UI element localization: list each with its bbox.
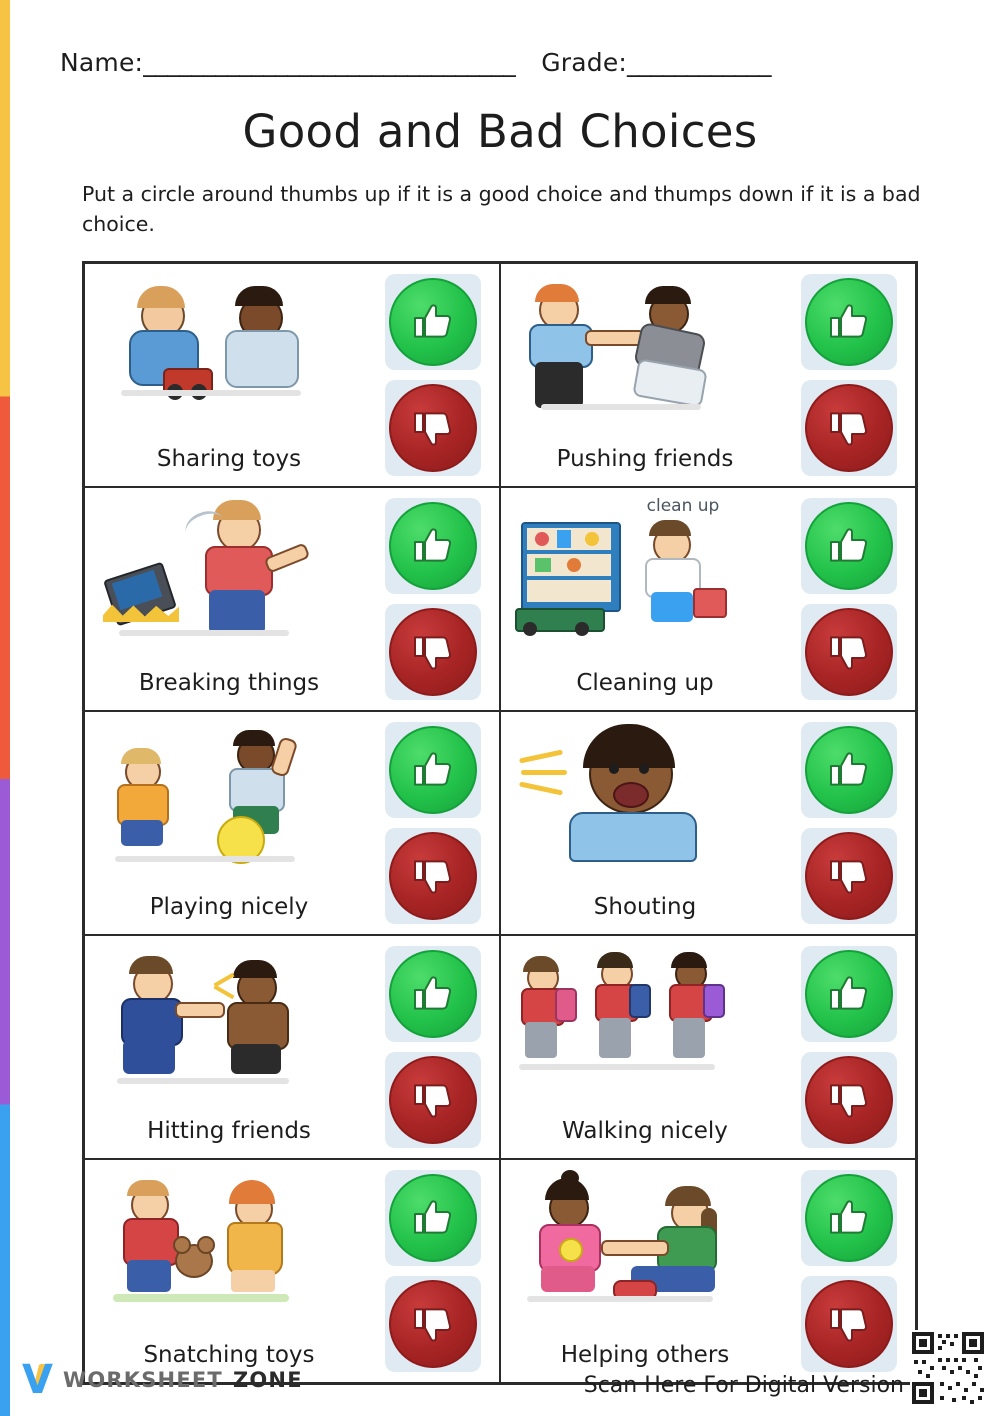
illustration-pushing-friends bbox=[505, 272, 785, 446]
thumbs-up-icon bbox=[805, 726, 893, 814]
thumbs-up-option[interactable] bbox=[801, 1170, 897, 1266]
thumbs-down-icon bbox=[805, 384, 893, 472]
thumbs-group bbox=[373, 712, 499, 934]
thumbs-up-option[interactable] bbox=[801, 946, 897, 1042]
choice-caption: Breaking things bbox=[138, 670, 320, 697]
thumbs-up-option[interactable] bbox=[385, 946, 481, 1042]
choice-cell bbox=[84, 711, 500, 935]
page-footer bbox=[0, 1346, 1000, 1416]
scene-breaking-things bbox=[85, 488, 373, 710]
choice-caption: Walking nicely bbox=[562, 1118, 728, 1145]
thumbs-up-icon bbox=[389, 278, 477, 366]
thumbs-up-icon bbox=[805, 278, 893, 366]
thumbs-down-option[interactable] bbox=[385, 604, 481, 700]
illustration-cleaning-up bbox=[505, 496, 785, 670]
thumbs-up-option[interactable] bbox=[801, 274, 897, 370]
thumbs-up-icon bbox=[805, 502, 893, 590]
thumbs-group bbox=[373, 264, 499, 486]
illustration-snatching-toys bbox=[89, 1168, 369, 1342]
thumbs-down-option[interactable] bbox=[385, 1052, 481, 1148]
name-label: Name: bbox=[60, 48, 144, 77]
logo-word-worksheet: WORKSHEET bbox=[62, 1368, 223, 1392]
choice-cell bbox=[500, 935, 916, 1159]
thumbs-up-icon bbox=[389, 1174, 477, 1262]
illustration-shouting bbox=[505, 720, 785, 894]
thumbs-down-icon bbox=[805, 608, 893, 696]
thumbs-up-icon bbox=[389, 950, 477, 1038]
qr-code-icon[interactable] bbox=[910, 1330, 986, 1406]
name-grade-row bbox=[60, 0, 940, 77]
scene-label-clean-up: clean up bbox=[646, 496, 720, 517]
scene-playing-nicely bbox=[85, 712, 373, 934]
choice-caption: Snatching toys bbox=[143, 1342, 315, 1369]
scan-text: Scan Here For Digital Version bbox=[583, 1373, 904, 1398]
thumbs-group bbox=[373, 488, 499, 710]
thumbs-up-icon bbox=[805, 1174, 893, 1262]
illustration-playing-nicely bbox=[89, 720, 369, 894]
thumbs-group bbox=[789, 264, 915, 486]
choice-caption: Sharing toys bbox=[156, 446, 302, 473]
illustration-helping-others bbox=[505, 1168, 785, 1342]
choice-cell bbox=[84, 263, 500, 487]
thumbs-down-option[interactable] bbox=[801, 828, 897, 924]
thumbs-up-icon bbox=[805, 950, 893, 1038]
choice-caption: Shouting bbox=[593, 894, 697, 921]
thumbs-down-option[interactable] bbox=[385, 828, 481, 924]
thumbs-up-icon bbox=[389, 726, 477, 814]
grade-blank-line: ____________ bbox=[627, 48, 772, 77]
thumbs-down-icon bbox=[389, 832, 477, 920]
page-title: Good and Bad Choices bbox=[242, 105, 758, 158]
choice-cell bbox=[500, 263, 916, 487]
choice-cell bbox=[84, 935, 500, 1159]
thumbs-down-option[interactable] bbox=[801, 380, 897, 476]
choice-cell bbox=[84, 487, 500, 711]
scene-cleaning-up bbox=[501, 488, 789, 710]
instructions-text: Put a circle around thumbs up if it is a good choice and thumps down if it is a bad choice. bbox=[82, 182, 921, 236]
choice-caption: Hitting friends bbox=[147, 1118, 311, 1145]
thumbs-group bbox=[789, 712, 915, 934]
choice-caption: Playing nicely bbox=[149, 894, 309, 921]
thumbs-up-option[interactable] bbox=[385, 498, 481, 594]
scene-sharing-toys bbox=[85, 264, 373, 486]
thumbs-down-icon bbox=[805, 1056, 893, 1144]
choices-grid bbox=[82, 261, 918, 1385]
illustration-breaking-things bbox=[89, 496, 369, 670]
thumbs-down-option[interactable] bbox=[385, 380, 481, 476]
logo-mark: V bbox=[22, 1357, 53, 1403]
illustration-walking-nicely bbox=[505, 944, 785, 1118]
choice-caption: Cleaning up bbox=[576, 670, 714, 697]
thumbs-group bbox=[373, 936, 499, 1158]
thumbs-down-icon bbox=[389, 1056, 477, 1144]
thumbs-down-icon bbox=[805, 832, 893, 920]
thumbs-down-option[interactable] bbox=[801, 1052, 897, 1148]
choice-caption: Pushing friends bbox=[556, 446, 734, 473]
thumbs-group bbox=[789, 488, 915, 710]
choice-cell bbox=[500, 487, 916, 711]
thumbs-up-option[interactable] bbox=[801, 722, 897, 818]
scene-walking-nicely bbox=[501, 936, 789, 1158]
thumbs-up-option[interactable] bbox=[385, 722, 481, 818]
thumbs-up-option[interactable] bbox=[385, 274, 481, 370]
choice-caption: Helping others bbox=[560, 1342, 730, 1369]
illustration-hitting-friends bbox=[89, 944, 369, 1118]
illustration-sharing-toys bbox=[89, 272, 369, 446]
grade-label: Grade: bbox=[541, 48, 628, 77]
logo-word-zone: ZONE bbox=[232, 1368, 303, 1392]
thumbs-down-icon bbox=[389, 608, 477, 696]
thumbs-up-option[interactable] bbox=[385, 1170, 481, 1266]
scene-shouting bbox=[501, 712, 789, 934]
thumbs-up-option[interactable] bbox=[801, 498, 897, 594]
thumbs-down-icon bbox=[389, 384, 477, 472]
worksheet-zone-logo[interactable] bbox=[22, 1357, 303, 1403]
name-blank-line: _______________________________ bbox=[143, 48, 516, 77]
thumbs-up-icon bbox=[389, 502, 477, 590]
scene-pushing-friends bbox=[501, 264, 789, 486]
choice-cell bbox=[500, 711, 916, 935]
thumbs-group bbox=[789, 936, 915, 1158]
thumbs-down-option[interactable] bbox=[801, 604, 897, 700]
scene-hitting-friends bbox=[85, 936, 373, 1158]
